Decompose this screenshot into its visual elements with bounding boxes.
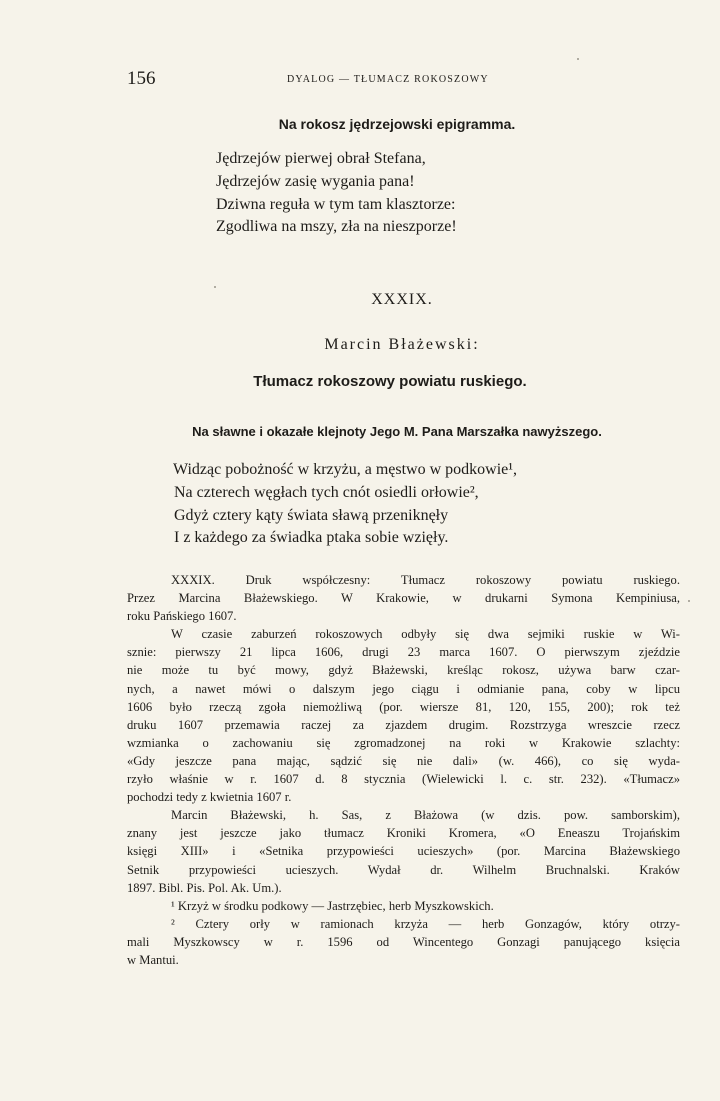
section-subtitle: Na sławne i okazałe klejnoty Jego M. Pana Marszałka nawyższego. [192, 424, 602, 439]
note-line: księgi XIII» i «Setnika przypowieści ucieszych» (por. Marcina Błażewskiego [127, 844, 680, 859]
author-name: Marcin Błażewski: [324, 336, 480, 353]
note-line: rzyło właśnie w r. 1607 d. 8 stycznia (Wielewicki l. c. str. 232). «Tłumacz» [127, 772, 680, 787]
note-line: Marcin Błażewski, h. Sas, z Błażowa (w dzis. pow. samborskim), [171, 808, 680, 823]
page-header [127, 68, 680, 92]
poem-line: Na czterech węgłach tych cnót osiedli orłowie², [174, 483, 479, 501]
note-line: 1897. Bibl. Pis. Pol. Ak. Um.). [127, 880, 282, 895]
poem-line: Gdyż cztery kąty świata sławą przeniknęły [174, 506, 449, 524]
note-line: Przez Marcina Błażewskiego. W Krakowie, w drukarni Symona Kempiniusa, [127, 591, 680, 606]
epigram-poem [216, 148, 457, 239]
note-line: sznie: pierwszy 21 lipca 1606, drugi 23 marca 1607. O pierwszym zjeździe [127, 645, 680, 660]
poem-line: Jędrzejów zasię wygania pana! [216, 172, 415, 190]
note-line: Setnik przypowieści ucieszych. Wydał dr. Wilhelm Bruchnalski. Kraków [127, 862, 680, 877]
running-head: DYALOG — TŁUMACZ ROKOSZOWY [287, 74, 489, 85]
note-line: W czasie zaburzeń rokoszowych odbyły się dwa sejmiki ruskie w Wi- [171, 627, 680, 642]
epigram-title: Na rokosz jędrzejowski epigramma. [278, 116, 516, 132]
note-line: w Mantui. [127, 952, 179, 967]
section-title: Tłumacz rokoszowy powiatu ruskiego. [253, 373, 527, 390]
note-line: ² Cztery orły w ramionach krzyża — herb Gonzagów, który otrzy- [171, 916, 680, 931]
section-poem [173, 459, 517, 550]
note-line: wzmianka o zachowaniu się zgromadzonej na roki w Krakowie szlachty: [127, 735, 680, 750]
note-line: roku Pańskiego 1607. [127, 609, 237, 624]
note-line: pochodzi tedy z kwietnia 1607 r. [127, 790, 292, 805]
note-line: 1606 było rzeczą zgoła niemożliwą (por. wiersze 81, 120, 155, 200); rok też [127, 699, 680, 714]
poem-line: Zgodliwa na mszy, zła na nieszporze! [216, 218, 457, 236]
page-number: 156 [127, 68, 156, 89]
poem-line: Dziwna reguła w tym tam klasztorze: [216, 195, 456, 213]
note-line: mali Myszkowscy w r. 1596 od Wincentego Gonzagi panującego księcia [127, 934, 680, 949]
note-line: nych, a nawet mówi o dalszym jego ciągu i odmianie pana, coby w lipcu [127, 681, 680, 696]
section-number: XXXIX. [371, 291, 433, 308]
note-line: nie może tu być mowy, gdyż Błażewski, kreśląc rokosz, używa barw czar- [127, 663, 680, 678]
poem-line: Jędrzejów pierwej obrał Stefana, [216, 150, 426, 167]
note-line: ¹ Krzyż w środku podkowy — Jastrzębiec, herb Myszkowskich. [171, 898, 494, 913]
note-line: XXXIX. Druk współczesny: Tłumacz rokoszowy powiatu ruskiego. [171, 573, 680, 587]
note-line: druku 1607 przemawia raczej za zjazdem drugim. Rozstrzyga wreszcie rzecz [127, 717, 680, 732]
poem-line: I z każdego za świadka ptaka sobie wzięły. [174, 529, 449, 547]
editorial-notes [127, 571, 680, 969]
note-line: «Gdy jeszcze pana mając, sądzić się nie dali» (w. 466), co się wyda- [127, 753, 680, 768]
note-line: znany jest jeszcze jako tłumacz Kroniki Kromera, «O Eneaszu Trojańskim [127, 826, 680, 841]
poem-line: Widząc pobożność w krzyżu, a męstwo w podkowie¹, [173, 461, 518, 478]
